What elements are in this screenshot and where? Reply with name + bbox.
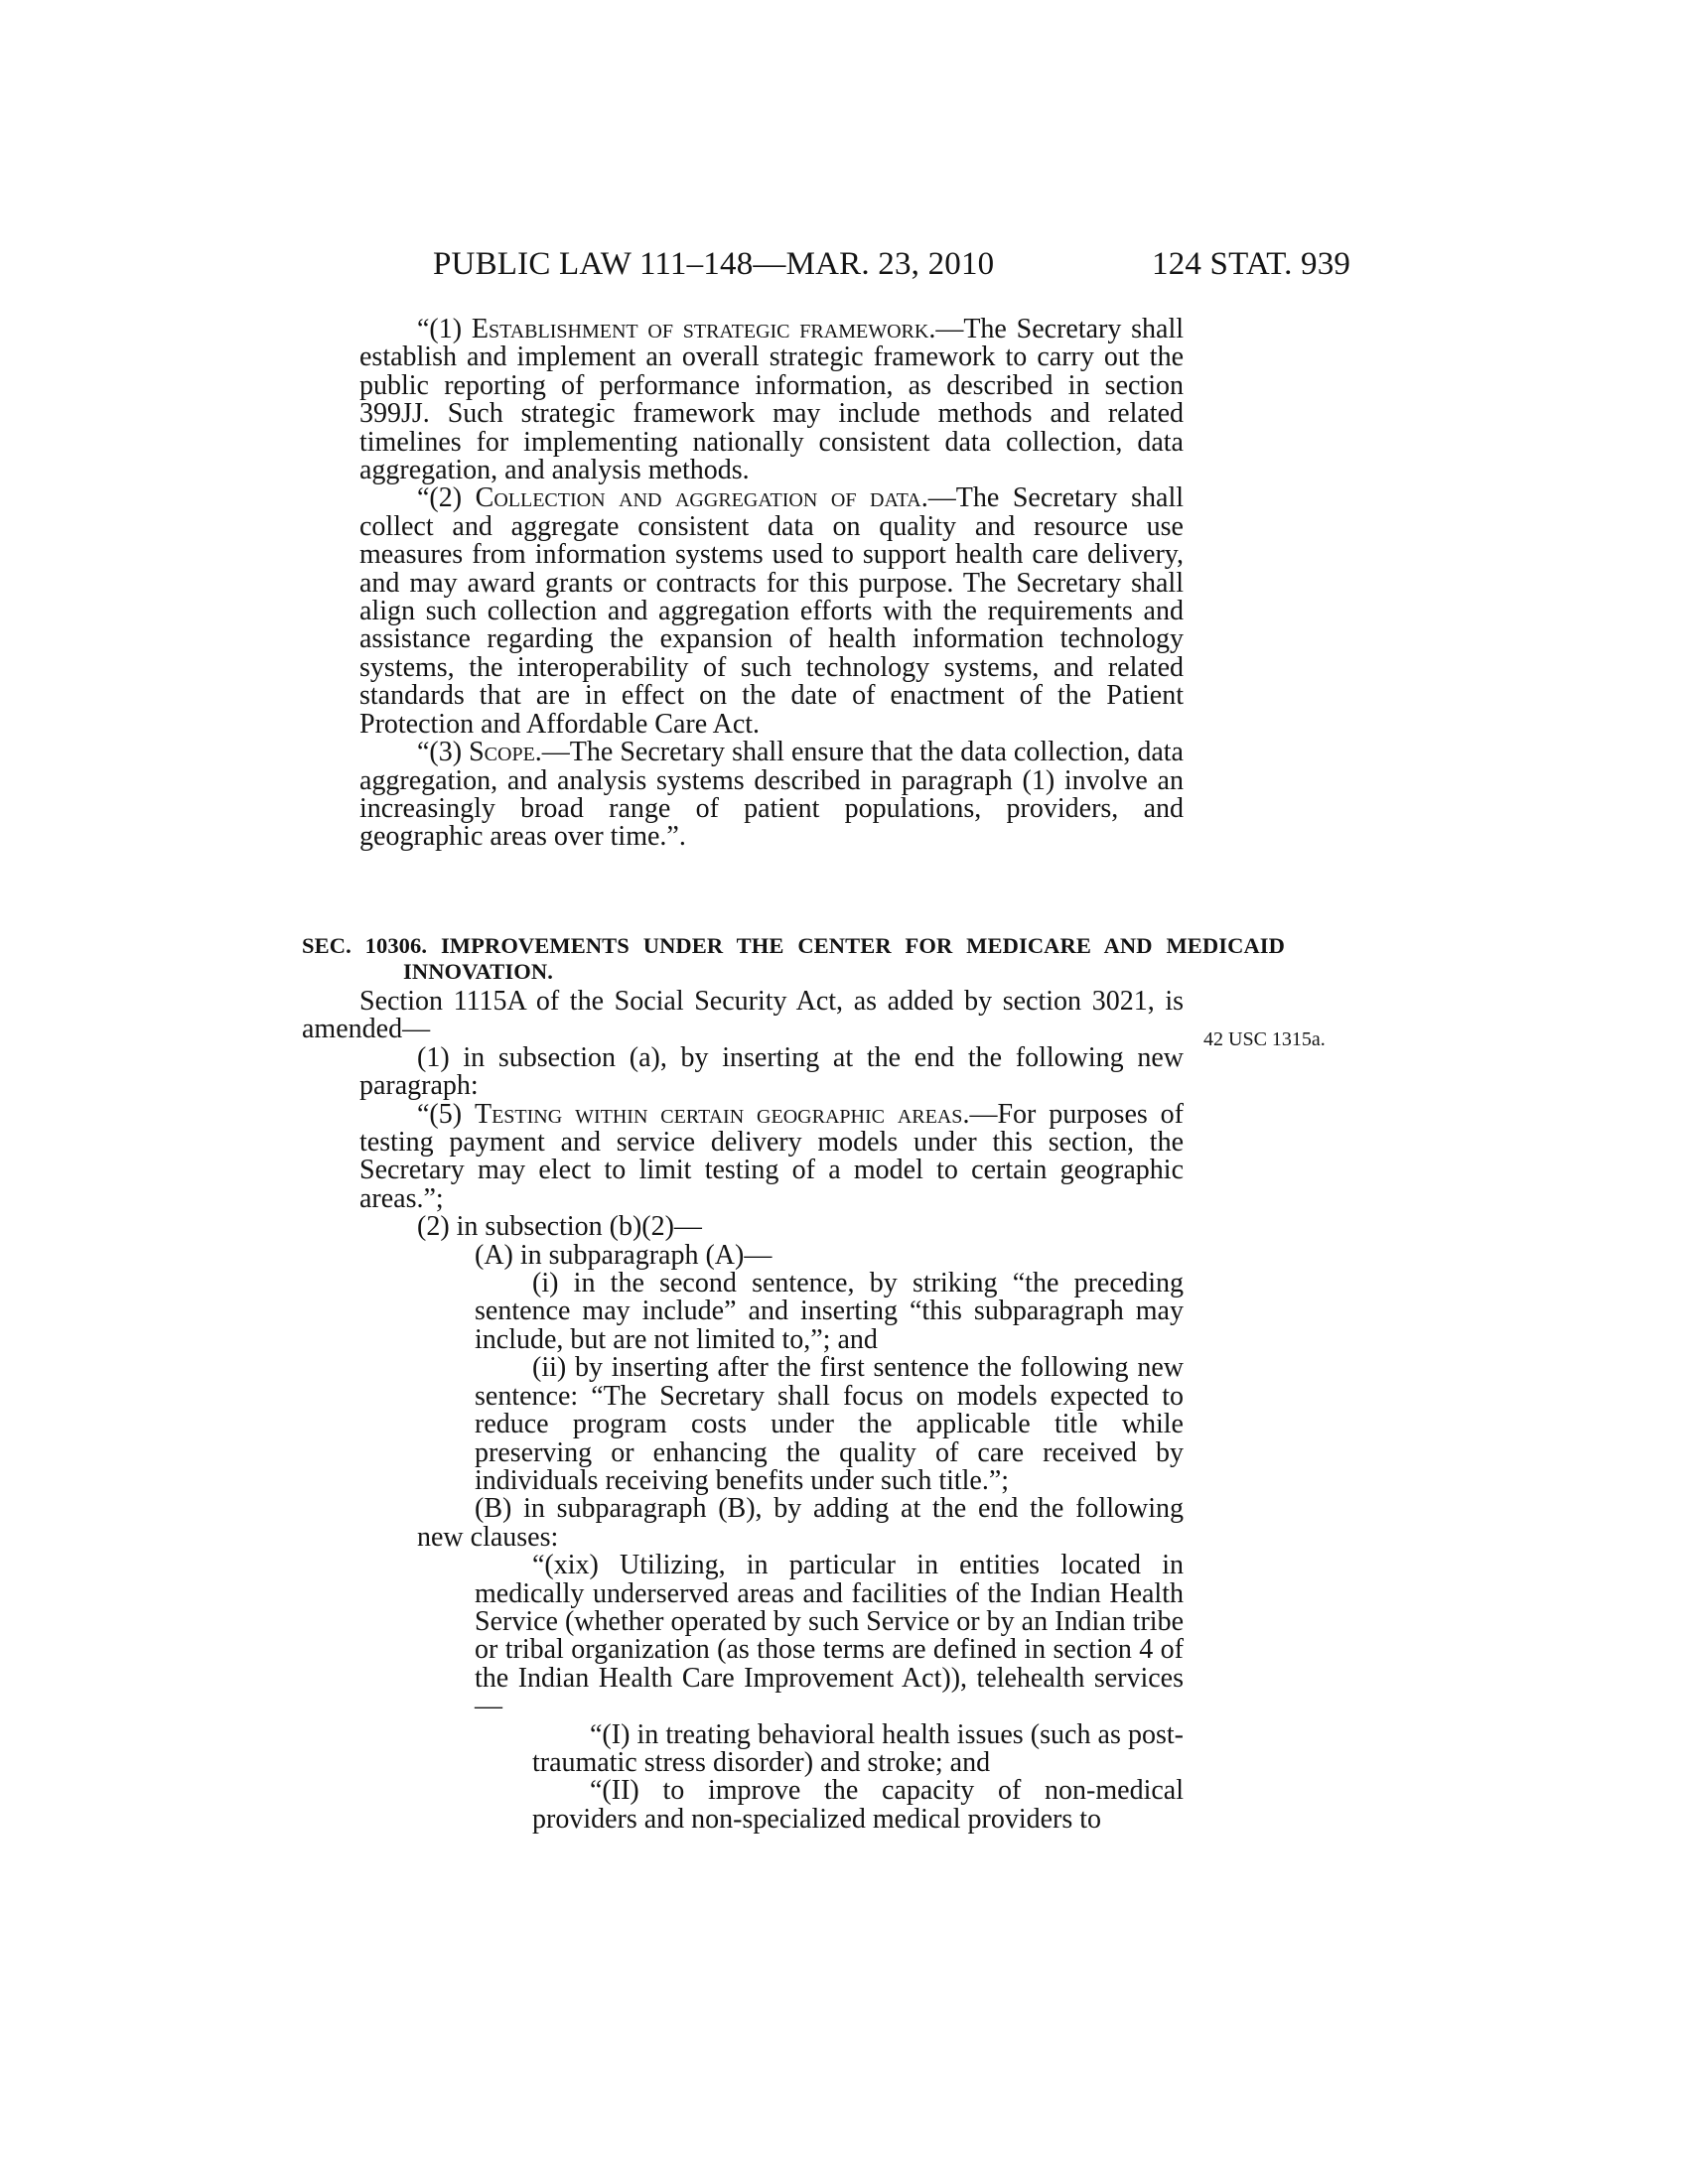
clause-xix: “(xix) Utilizing, in particular in entities located in medically underserved areas and facilities of the Indian Health Service (whether operated by such Service or by an Indian tribe or tribal organization (as those terms are defined in section 4 of the Indian Health Care Improvement Act)), telehealth services— bbox=[475, 1550, 1184, 1722]
subclause-I: “(I) in treating behavioral health issues (such as post-traumatic stress disorder) and stroke; and bbox=[532, 1718, 1184, 1778]
paragraph-caption: Collection and aggregation of data bbox=[475, 482, 921, 514]
section-heading: SEC. 10306. IMPROVEMENTS UNDER THE CENTER FOR MEDICARE AND MEDICAID INNOVATION. bbox=[302, 933, 1285, 984]
subclause-II: “(II) to improve the capacity of non-medical providers and non-specialized medical providers to bbox=[532, 1775, 1184, 1835]
running-head-title: PUBLIC LAW 111–148—MAR. 23, 2010 bbox=[433, 246, 995, 282]
quoted-paragraph-5: “(5) Testing within certain geographic areas.—For purposes of testing payment and service delivery models under this section, the Secretary may elect to limit testing of a model to certain geographic areas.”; bbox=[359, 1098, 1185, 1214]
section-intro: Section 1115A of the Social Security Act, as added by section 3021, is amended— bbox=[302, 986, 1184, 1045]
paragraph-caption: Establishment of strategic framework bbox=[471, 314, 929, 344]
clause-i: (i) in the second sentence, by striking “the preceding sentence may include” and inserting “this subparagraph may include, but are not limited to,”; and bbox=[475, 1268, 1184, 1355]
margin-citation: 42 USC 1315a. bbox=[1203, 1028, 1326, 1050]
paragraph-caption: Testing within certain geographic areas bbox=[474, 1098, 963, 1130]
subparagraph-A: (A) in subparagraph (A)— bbox=[475, 1239, 773, 1271]
amendment-item-1: (1) in subsection (a), by inserting at the end the following new paragraph: bbox=[359, 1041, 1184, 1102]
clause-ii: (ii) by inserting after the first sentence the following new sentence: “The Secretary shall focus on models expected to reduce program costs under the applicable title while preserving or enhancing the quality of care received by individuals receiving benefits under such title.”; bbox=[475, 1352, 1184, 1496]
amendment-text-block bbox=[302, 316, 1184, 852]
section-body bbox=[302, 988, 1184, 1834]
paragraph-strategic-framework: “(1) Establishment of strategic framework.—The Secretary shall establish and implement an overall strategic framework to carry out the public reporting of performance information, as described in section 399JJ. Such strategic framework may include methods and related timelines for implementing nationally consistent data collection, data aggregation, and analysis methods. bbox=[359, 314, 1185, 486]
paragraph-scope: “(3) Scope.—The Secretary shall ensure that the data collection, data aggregation, and analysis systems described in paragraph (1) involve an increasingly broad range of patient populations, providers, and geographic areas over time.”. bbox=[359, 737, 1184, 853]
amendment-item-2: (2) in subsection (b)(2)— bbox=[417, 1211, 702, 1243]
paragraph-caption: Scope bbox=[469, 737, 535, 768]
paragraph-collection-aggregation: “(2) Collection and aggregation of data.—The Secretary shall collect and aggregate consistent data on quality and resource use measures from information systems used to support health care delivery, and may award grants or contracts for this purpose. The Secretary shall align such collection and aggregation efforts with the requirements and assistance regarding the expansion of health information technology systems, the interoperability of such technology systems, and related standards that are in effect on the date of enactment of the Patient Protection and Affordable Care Act. bbox=[359, 482, 1185, 740]
subparagraph-B: (B) in subparagraph (B), by adding at the end the following new clauses: bbox=[417, 1493, 1184, 1553]
running-head-page-number: 124 STAT. 939 bbox=[1152, 246, 1351, 282]
